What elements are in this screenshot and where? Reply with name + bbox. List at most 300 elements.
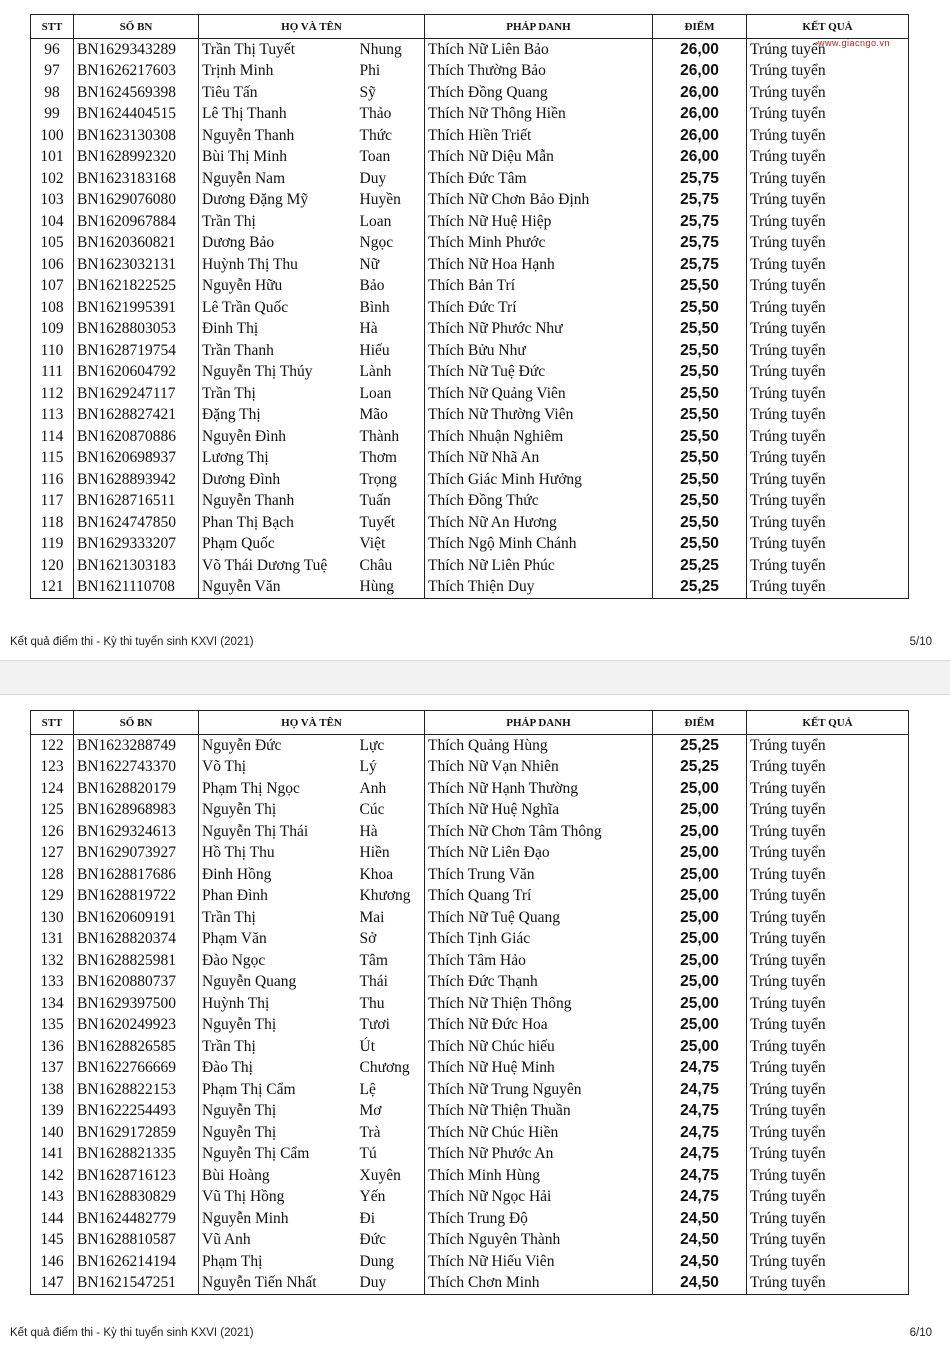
row-ho: Nguyễn Thanh	[199, 491, 357, 513]
row-ketqua: Trúng tuyển	[747, 340, 909, 362]
row-ketqua: Trúng tuyển	[747, 1208, 909, 1230]
row-diem: 25,00	[653, 993, 747, 1015]
row-ketqua: Trúng tuyển	[747, 757, 909, 779]
row-ten: Thái	[357, 972, 425, 994]
row-ho: Nguyễn Đức	[199, 735, 357, 757]
row-stt: 99	[31, 104, 74, 126]
row-ten: Thu	[357, 993, 425, 1015]
row-ten: Huyền	[357, 190, 425, 212]
table-row	[31, 1122, 909, 1144]
row-ten: Yến	[357, 1187, 425, 1209]
row-stt: 127	[31, 843, 74, 865]
row-ten: Loan	[357, 383, 425, 405]
row-stt: 129	[31, 886, 74, 908]
row-stt: 120	[31, 555, 74, 577]
row-stt: 128	[31, 864, 74, 886]
row-ketqua: Trúng tuyển	[747, 950, 909, 972]
row-ketqua: Trúng tuyển	[747, 383, 909, 405]
row-ho: Nguyễn Hữu	[199, 276, 357, 298]
row-phapdanh: Thích Nữ Huệ Minh	[425, 1058, 653, 1080]
row-stt: 116	[31, 469, 74, 491]
row-diem: 25,00	[653, 907, 747, 929]
row-stt: 125	[31, 800, 74, 822]
table-row	[31, 843, 909, 865]
row-phapdanh: Thích Nữ Liên Đạo	[425, 843, 653, 865]
table-row	[31, 211, 909, 233]
row-sobn: BN1620870886	[74, 426, 199, 448]
row-ketqua: Trúng tuyển	[747, 993, 909, 1015]
results-table	[30, 14, 909, 599]
row-ketqua: Trúng tuyển	[747, 190, 909, 212]
row-diem: 25,50	[653, 319, 747, 341]
row-ten: Lệ	[357, 1079, 425, 1101]
row-stt: 130	[31, 907, 74, 929]
row-ten: Nhung	[357, 39, 425, 61]
row-diem: 25,75	[653, 233, 747, 255]
row-sobn: BN1629247117	[74, 383, 199, 405]
row-ten: Cúc	[357, 800, 425, 822]
row-phapdanh: Thích Nữ Vạn Nhiên	[425, 757, 653, 779]
table-row	[31, 469, 909, 491]
row-phapdanh: Thích Trung Độ	[425, 1208, 653, 1230]
row-sobn: BN1621110708	[74, 577, 199, 599]
row-ho: Dương Bảo	[199, 233, 357, 255]
table-row	[31, 1144, 909, 1166]
row-stt: 145	[31, 1230, 74, 1252]
row-sobn: BN1628893942	[74, 469, 199, 491]
row-sobn: BN1626217603	[74, 61, 199, 83]
row-phapdanh: Thích Đồng Thức	[425, 491, 653, 513]
row-stt: 115	[31, 448, 74, 470]
table-row	[31, 254, 909, 276]
row-sobn: BN1624747850	[74, 512, 199, 534]
row-diem: 25,50	[653, 512, 747, 534]
row-ten: Mão	[357, 405, 425, 427]
row-ketqua: Trúng tuyển	[747, 276, 909, 298]
row-phapdanh: Thích Nữ Ngọc Hải	[425, 1187, 653, 1209]
row-diem: 25,75	[653, 168, 747, 190]
row-ketqua: Trúng tuyển	[747, 1165, 909, 1187]
row-sobn: BN1622766669	[74, 1058, 199, 1080]
row-ten: Phi	[357, 61, 425, 83]
row-diem: 26,00	[653, 147, 747, 169]
row-sobn: BN1620698937	[74, 448, 199, 470]
row-ten: Lực	[357, 735, 425, 757]
row-phapdanh: Thích Thiện Duy	[425, 577, 653, 599]
row-ten: Trà	[357, 1122, 425, 1144]
row-diem: 24,50	[653, 1230, 747, 1252]
row-phapdanh: Thích Tâm Hảo	[425, 950, 653, 972]
row-stt: 97	[31, 61, 74, 83]
table-row	[31, 864, 909, 886]
row-ketqua: Trúng tuyển	[747, 405, 909, 427]
row-ten: Mai	[357, 907, 425, 929]
table-header-row	[31, 711, 909, 735]
table-row	[31, 147, 909, 169]
row-ho: Phan Thị Bạch	[199, 512, 357, 534]
row-phapdanh: Thích Đức Tâm	[425, 168, 653, 190]
row-sobn: BN1623032131	[74, 254, 199, 276]
table-row	[31, 1230, 909, 1252]
row-ho: Nguyễn Văn	[199, 577, 357, 599]
row-diem: 25,50	[653, 491, 747, 513]
row-stt: 137	[31, 1058, 74, 1080]
row-phapdanh: Thích Giác Minh Hưởng	[425, 469, 653, 491]
row-ho: Nguyễn Quang	[199, 972, 357, 994]
row-stt: 144	[31, 1208, 74, 1230]
row-phapdanh: Thích Hiền Triết	[425, 125, 653, 147]
table-row	[31, 190, 909, 212]
row-stt: 141	[31, 1144, 74, 1166]
table-row	[31, 340, 909, 362]
row-phapdanh: Thích Đức Trí	[425, 297, 653, 319]
row-phapdanh: Thích Thường Bảo	[425, 61, 653, 83]
row-phapdanh: Thích Nữ Phước An	[425, 1144, 653, 1166]
table-row	[31, 125, 909, 147]
row-diem: 25,00	[653, 1015, 747, 1037]
row-ho: Nguyễn Thị	[199, 1101, 357, 1123]
row-ho: Trần Thị	[199, 383, 357, 405]
row-sobn: BN1620967884	[74, 211, 199, 233]
table-row	[31, 821, 909, 843]
table-row	[31, 39, 909, 61]
row-ten: Trọng	[357, 469, 425, 491]
row-ten: Việt	[357, 534, 425, 556]
page-footer	[10, 1327, 932, 1339]
table-row	[31, 1165, 909, 1187]
row-sobn: BN1623130308	[74, 125, 199, 147]
row-phapdanh: Thích Nữ Liên Phúc	[425, 555, 653, 577]
row-diem: 25,50	[653, 362, 747, 384]
row-ten: Út	[357, 1036, 425, 1058]
row-phapdanh: Thích Ngộ Minh Chánh	[425, 534, 653, 556]
row-phapdanh: Thích Nữ An Hương	[425, 512, 653, 534]
row-stt: 147	[31, 1273, 74, 1295]
row-sobn: BN1628810587	[74, 1230, 199, 1252]
row-phapdanh: Thích Nguyên Thành	[425, 1230, 653, 1252]
row-phapdanh: Thích Nữ Tuệ Quang	[425, 907, 653, 929]
row-stt: 113	[31, 405, 74, 427]
row-ho: Phạm Quốc	[199, 534, 357, 556]
row-ketqua: Trúng tuyển	[747, 1251, 909, 1273]
row-ten: Duy	[357, 1273, 425, 1295]
row-phapdanh: Thích Quảng Hùng	[425, 735, 653, 757]
row-ketqua: Trúng tuyển	[747, 1036, 909, 1058]
row-stt: 118	[31, 512, 74, 534]
row-diem: 24,50	[653, 1273, 747, 1295]
row-stt: 132	[31, 950, 74, 972]
table-row	[31, 362, 909, 384]
row-ho: Dương Đình	[199, 469, 357, 491]
row-ketqua: Trúng tuyển	[747, 972, 909, 994]
row-ten: Khoa	[357, 864, 425, 886]
row-ten: Khương	[357, 886, 425, 908]
row-ho: Bùi Hoàng	[199, 1165, 357, 1187]
row-ho: Nguyễn Minh	[199, 1208, 357, 1230]
row-phapdanh: Thích Nữ Thường Viên	[425, 405, 653, 427]
row-ketqua: Trúng tuyển	[747, 1101, 909, 1123]
row-ho: Trần Thị	[199, 907, 357, 929]
row-sobn: BN1629333207	[74, 534, 199, 556]
row-sobn: BN1628803053	[74, 319, 199, 341]
table-row	[31, 929, 909, 951]
row-diem: 24,75	[653, 1122, 747, 1144]
row-phapdanh: Thích Nữ Chúc hiếu	[425, 1036, 653, 1058]
row-stt: 139	[31, 1101, 74, 1123]
row-ten: Tú	[357, 1144, 425, 1166]
row-ten: Tuấn	[357, 491, 425, 513]
row-ho: Nguyễn Thanh	[199, 125, 357, 147]
row-stt: 122	[31, 735, 74, 757]
row-ho: Lê Thị Thanh	[199, 104, 357, 126]
row-ketqua: Trúng tuyển	[747, 147, 909, 169]
row-ten: Hiền	[357, 843, 425, 865]
table-row	[31, 555, 909, 577]
row-ten: Dung	[357, 1251, 425, 1273]
row-diem: 24,75	[653, 1165, 747, 1187]
col-header-sobn: SỐ BN	[74, 15, 199, 39]
row-diem: 25,75	[653, 254, 747, 276]
results-table	[30, 710, 909, 1295]
row-ten: Nữ	[357, 254, 425, 276]
row-ketqua: Trúng tuyển	[747, 1079, 909, 1101]
row-sobn: BN1628822153	[74, 1079, 199, 1101]
table-row	[31, 383, 909, 405]
row-ketqua: Trúng tuyển	[747, 1015, 909, 1037]
table-row	[31, 757, 909, 779]
row-ho: Nguyễn Đình	[199, 426, 357, 448]
row-phapdanh: Thích Bửu Như	[425, 340, 653, 362]
row-ho: Đinh Hồng	[199, 864, 357, 886]
row-ten: Thảo	[357, 104, 425, 126]
row-ho: Nguyễn Thị	[199, 1015, 357, 1037]
row-phapdanh: Thích Nữ Thiện Thuần	[425, 1101, 653, 1123]
table-row	[31, 512, 909, 534]
row-ten: Hà	[357, 319, 425, 341]
row-ho: Đào Ngọc	[199, 950, 357, 972]
row-ketqua: Trúng tuyển	[747, 168, 909, 190]
row-phapdanh: Thích Nữ Huệ Nghĩa	[425, 800, 653, 822]
row-ketqua: Trúng tuyển	[747, 211, 909, 233]
row-phapdanh: Thích Đồng Quang	[425, 82, 653, 104]
row-sobn: BN1624404515	[74, 104, 199, 126]
row-ho: Vũ Anh	[199, 1230, 357, 1252]
row-ketqua: Trúng tuyển	[747, 362, 909, 384]
footer-title: Kết quả điểm thi - Kỳ thi tuyển sinh KXVI (2021)	[10, 1327, 254, 1339]
row-stt: 104	[31, 211, 74, 233]
row-stt: 135	[31, 1015, 74, 1037]
row-sobn: BN1620360821	[74, 233, 199, 255]
table-row	[31, 82, 909, 104]
row-ho: Đào Thị	[199, 1058, 357, 1080]
row-phapdanh: Thích Quang Trí	[425, 886, 653, 908]
row-phapdanh: Thích Nữ Phước Như	[425, 319, 653, 341]
row-ketqua: Trúng tuyển	[747, 821, 909, 843]
table-row	[31, 104, 909, 126]
row-stt: 101	[31, 147, 74, 169]
table-row	[31, 735, 909, 757]
row-ho: Nguyễn Tiến Nhất	[199, 1273, 357, 1295]
row-diem: 25,50	[653, 405, 747, 427]
row-stt: 111	[31, 362, 74, 384]
table-row	[31, 491, 909, 513]
row-diem: 24,75	[653, 1144, 747, 1166]
row-ten: Duy	[357, 168, 425, 190]
row-ketqua: Trúng tuyển	[747, 82, 909, 104]
row-stt: 126	[31, 821, 74, 843]
row-ketqua: Trúng tuyển	[747, 555, 909, 577]
row-ten: Bình	[357, 297, 425, 319]
row-stt: 112	[31, 383, 74, 405]
row-ketqua: Trúng tuyển	[747, 577, 909, 599]
row-sobn: BN1629324613	[74, 821, 199, 843]
row-diem: 26,00	[653, 61, 747, 83]
row-sobn: BN1628992320	[74, 147, 199, 169]
row-sobn: BN1629397500	[74, 993, 199, 1015]
table-row	[31, 950, 909, 972]
row-stt: 142	[31, 1165, 74, 1187]
table-row	[31, 405, 909, 427]
row-sobn: BN1620880737	[74, 972, 199, 994]
row-sobn: BN1620249923	[74, 1015, 199, 1037]
row-ten: Bảo	[357, 276, 425, 298]
row-phapdanh: Thích Bản Trí	[425, 276, 653, 298]
row-sobn: BN1620604792	[74, 362, 199, 384]
page-footer	[10, 636, 932, 648]
row-ketqua: Trúng tuyển	[747, 469, 909, 491]
table-row	[31, 1079, 909, 1101]
row-ketqua: Trúng tuyển	[747, 254, 909, 276]
row-sobn: BN1628820374	[74, 929, 199, 951]
row-diem: 25,00	[653, 886, 747, 908]
row-sobn: BN1628968983	[74, 800, 199, 822]
table-row	[31, 61, 909, 83]
col-header-hoten: HỌ VÀ TÊN	[199, 15, 425, 39]
row-stt: 96	[31, 39, 74, 61]
row-stt: 102	[31, 168, 74, 190]
row-ho: Nguyễn Nam	[199, 168, 357, 190]
row-sobn: BN1623288749	[74, 735, 199, 757]
page-number: 5/10	[909, 636, 932, 648]
row-ho: Dương Đặng Mỹ	[199, 190, 357, 212]
row-diem: 25,25	[653, 757, 747, 779]
row-sobn: BN1626214194	[74, 1251, 199, 1273]
table-row	[31, 276, 909, 298]
row-stt: 107	[31, 276, 74, 298]
row-ho: Tiêu Tấn	[199, 82, 357, 104]
row-sobn: BN1629343289	[74, 39, 199, 61]
row-ten: Lành	[357, 362, 425, 384]
table-row	[31, 993, 909, 1015]
row-sobn: BN1628825981	[74, 950, 199, 972]
footer-title: Kết quả điểm thi - Kỳ thi tuyển sinh KXVI (2021)	[10, 636, 254, 648]
row-phapdanh: Thích Nữ Đức Hoa	[425, 1015, 653, 1037]
row-ho: Vũ Thị Hồng	[199, 1187, 357, 1209]
row-ho: Phạm Văn	[199, 929, 357, 951]
table-row	[31, 426, 909, 448]
row-ketqua: Trúng tuyển	[747, 233, 909, 255]
row-ten: Thành	[357, 426, 425, 448]
row-ketqua: Trúng tuyển	[747, 1058, 909, 1080]
row-stt: 108	[31, 297, 74, 319]
row-ho: Bùi Thị Minh	[199, 147, 357, 169]
row-diem: 24,50	[653, 1251, 747, 1273]
row-ho: Huỳnh Thị Thu	[199, 254, 357, 276]
row-ho: Đinh Thị	[199, 319, 357, 341]
row-ho: Phạm Thị	[199, 1251, 357, 1273]
row-diem: 25,00	[653, 821, 747, 843]
row-ho: Nguyễn Thị	[199, 800, 357, 822]
row-ten: Lý	[357, 757, 425, 779]
row-ho: Phan Đình	[199, 886, 357, 908]
row-phapdanh: Thích Nhuận Nghiêm	[425, 426, 653, 448]
row-phapdanh: Thích Đức Thạnh	[425, 972, 653, 994]
row-diem: 25,00	[653, 778, 747, 800]
row-stt: 134	[31, 993, 74, 1015]
row-phapdanh: Thích Trung Văn	[425, 864, 653, 886]
row-ten: Toan	[357, 147, 425, 169]
row-sobn: BN1628826585	[74, 1036, 199, 1058]
row-sobn: BN1629172859	[74, 1122, 199, 1144]
row-ketqua: Trúng tuyển	[747, 512, 909, 534]
row-ten: Xuyên	[357, 1165, 425, 1187]
row-stt: 146	[31, 1251, 74, 1273]
row-ho: Hồ Thị Thu	[199, 843, 357, 865]
row-sobn: BN1622254493	[74, 1101, 199, 1123]
table-row	[31, 448, 909, 470]
table-row	[31, 1187, 909, 1209]
row-ten: Hà	[357, 821, 425, 843]
row-sobn: BN1624482779	[74, 1208, 199, 1230]
row-sobn: BN1623183168	[74, 168, 199, 190]
row-ten: Đức	[357, 1230, 425, 1252]
row-stt: 109	[31, 319, 74, 341]
row-diem: 25,50	[653, 448, 747, 470]
row-sobn: BN1628716123	[74, 1165, 199, 1187]
row-sobn: BN1622743370	[74, 757, 199, 779]
col-header-phapdanh: PHÁP DANH	[425, 711, 653, 735]
row-ketqua: Trúng tuyển	[747, 534, 909, 556]
row-stt: 100	[31, 125, 74, 147]
row-phapdanh: Thích Chơn Minh	[425, 1273, 653, 1295]
row-ketqua: Trúng tuyển	[747, 448, 909, 470]
row-diem: 25,25	[653, 577, 747, 599]
row-ho: Phạm Thị Ngọc	[199, 778, 357, 800]
row-ho: Võ Thái Dương Tuệ	[199, 555, 357, 577]
row-diem: 26,00	[653, 125, 747, 147]
table-row	[31, 297, 909, 319]
row-diem: 26,00	[653, 82, 747, 104]
col-header-phapdanh: PHÁP DANH	[425, 15, 653, 39]
table-row	[31, 800, 909, 822]
row-stt: 121	[31, 577, 74, 599]
row-phapdanh: Thích Nữ Chúc Hiền	[425, 1122, 653, 1144]
row-phapdanh: Thích Nữ Nhã An	[425, 448, 653, 470]
row-stt: 114	[31, 426, 74, 448]
col-header-stt: STT	[31, 15, 74, 39]
row-diem: 24,50	[653, 1208, 747, 1230]
row-sobn: BN1628716511	[74, 491, 199, 513]
row-diem: 24,75	[653, 1079, 747, 1101]
row-diem: 25,50	[653, 469, 747, 491]
row-phapdanh: Thích Nữ Thiện Thông	[425, 993, 653, 1015]
row-ten: Loan	[357, 211, 425, 233]
row-stt: 119	[31, 534, 74, 556]
table-row	[31, 1251, 909, 1273]
row-phapdanh: Thích Nữ Hoa Hạnh	[425, 254, 653, 276]
row-stt: 98	[31, 82, 74, 104]
results-page-6	[0, 695, 950, 1364]
